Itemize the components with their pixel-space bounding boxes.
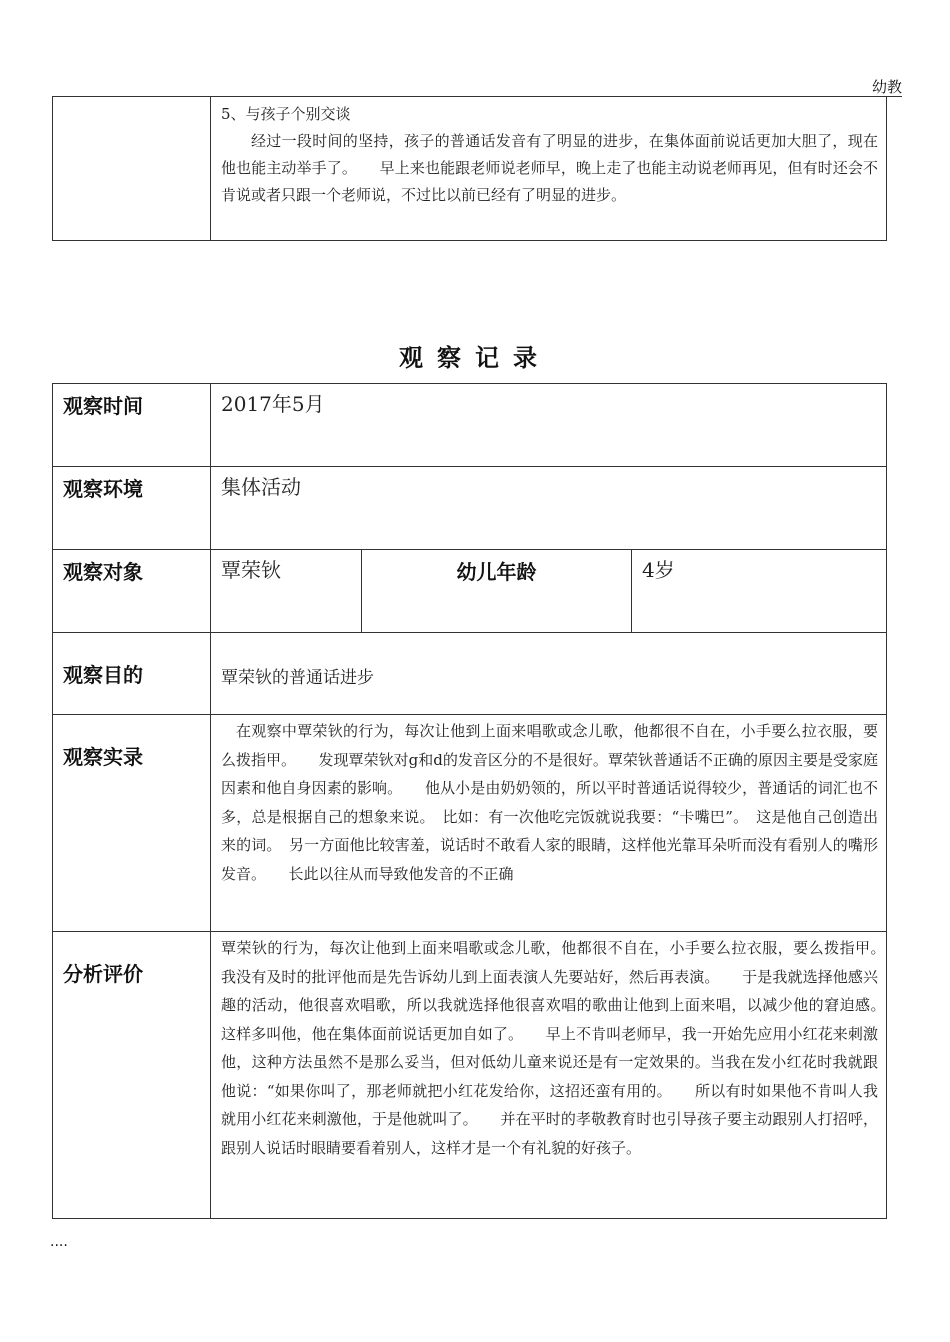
environment-value: 集体活动 [211,467,887,550]
purpose-value: 覃荣钬的普通话进步 [211,633,887,715]
header-tag: 幼教 [871,78,902,96]
continuation-table [52,96,887,241]
time-label: 观察时间 [53,384,211,467]
row-purpose [53,633,887,715]
continuation-heading: 5、与孩子个别交谈 [221,105,351,123]
observation-record-table [52,383,909,1219]
row-time [53,384,887,467]
row-notes [53,715,887,932]
continuation-text-cell [211,96,887,240]
notes-value: 在观察中覃荣钬的行为，每次让他到上面来唱歌或念儿歌，他都很不自在，小手要么拉衣服，要么拨指甲。 发现覃荣钬对g和d的发音区分的不是很好。覃荣钬普通话不正确的原因主要是受家庭因素和他自身因素的影响。 他从小是由奶奶领的，所以平时普通话说得较少，普通话的词汇也不多，总是根据自己的想象来说。 比如：有一次他吃完饭就说我要：“卡嘴巴”。 这是他自己创造出来的词。 另一方面他比较害羞，说话时不敢看人家的眼睛，这样他光靠耳朵听而没有看别人的嘴形发音。 长此以往从而导致他发音的不正确 [211,715,887,932]
subject-value: 覃荣钬 [211,550,362,633]
age-label: 幼儿年龄 [362,550,632,633]
page-title: 观察记录 [399,344,551,372]
notes-label: 观察实录 [53,715,211,932]
age-value: 4岁 [632,550,887,633]
continuation-body: 经过一段时间的坚持，孩子的普通话发音有了明显的进步，在集体面前说话更加大胆了，现在他也能主动举手了。 早上来也能跟老师说老师早，晚上走了也能主动说老师再见，但有时还会不肯说或者只跟一个老师说，不过比以前已经有了明显的进步。 [221,132,878,204]
row-environment [53,467,887,550]
continuation-empty-cell [53,96,211,240]
purpose-label: 观察目的 [53,633,211,715]
subject-label: 观察对象 [53,550,211,633]
footer-dots: .... [50,1234,68,1250]
environment-label: 观察环境 [53,467,211,550]
row-subject [53,550,887,633]
row-analysis [53,932,887,1219]
analysis-label: 分析评价 [53,932,211,1219]
time-value: 2017年5月 [211,384,887,467]
analysis-value: 覃荣钬的行为，每次让他到上面来唱歌或念儿歌，他都很不自在，小手要么拉衣服，要么拨指甲。 我没有及时的批评他而是先告诉幼儿到上面表演人先要站好，然后再表演。 于是我就选择他感兴趣的活动，他很喜欢唱歌，所以我就选择他很喜欢唱的歌曲让他到上面来唱，以减少他的窘迫感。 这样多叫他，他在集体面前说话更加自如了。 早上不肯叫老师早，我一开始先应用小红花来刺激他，这种方法虽然不是那么妥当，但对低幼儿童来说还是有一定效果的。当我在发小红花时我就跟他说：“如果你叫了，那老师就把小红花发给你，这招还蛮有用的。 所以有时如果他不肯叫人我就用小红花来刺激他，于是他就叫了。 并在平时的孝敬教育时也引导孩子要主动跟别人打招呼，跟别人说话时眼睛要看着别人，这样才是一个有礼貌的好孩子。 [211,932,887,1219]
